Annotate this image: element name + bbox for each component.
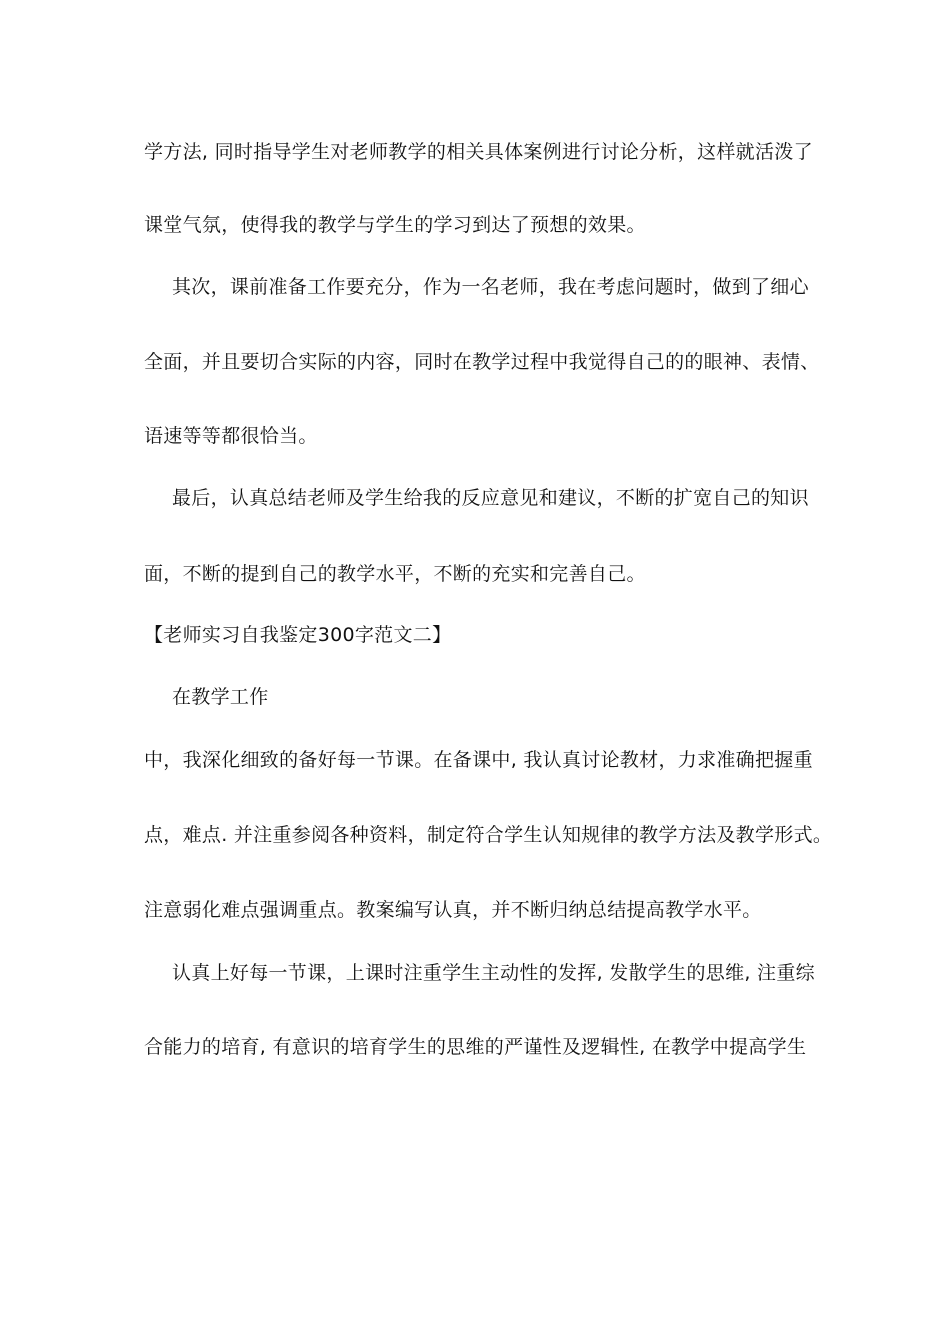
text-line-4: 全面，并且要切合实际的内容，同时在教学过程中我觉得自己的的眼神、表情、 (144, 351, 820, 373)
paragraph-start-line: 认真上好每一节课，上课时注重学生主动性的发挥, 发散学生的思维, 注重综 (172, 962, 815, 984)
text-line-14: 合能力的培育, 有意识的培育学生的思维的严谨性及逻辑性, 在教学中提高学生 (144, 1036, 807, 1058)
paragraph-start-line: 最后，认真总结老师及学生给我的反应意见和建议，不断的扩宽自己的知识 (172, 487, 809, 509)
paragraph-start-line: 在教学工作 (172, 686, 269, 708)
text-line-11: 点，难点. 并注重参阅各种资料，制定符合学生认知规律的教学方法及教学形式。 (144, 824, 833, 846)
text-line-10: 中，我深化细致的备好每一节课。在备课中, 我认真讨论教材，力求准确把握重 (144, 749, 813, 771)
section-heading: 【老师实习自我鉴定300字范文二】 (144, 624, 452, 646)
paragraph-start-line: 其次，课前准备工作要充分，作为一名老师，我在考虑问题时，做到了细心 (172, 276, 809, 298)
text-line-7: 面，不断的提到自己的教学水平，不断的充实和完善自己。 (144, 563, 646, 585)
text-line-5: 语速等等都很恰当。 (144, 425, 318, 447)
text-line-1: 学方法, 同时指导学生对老师教学的相关具体案例进行讨论分析，这样就活泼了 (144, 141, 813, 163)
text-line-2: 课堂气氛，使得我的教学与学生的学习到达了预想的效果。 (144, 214, 646, 236)
text-line-12: 注意弱化难点强调重点。教案编写认真，并不断归纳总结提高教学水平。 (144, 899, 762, 921)
